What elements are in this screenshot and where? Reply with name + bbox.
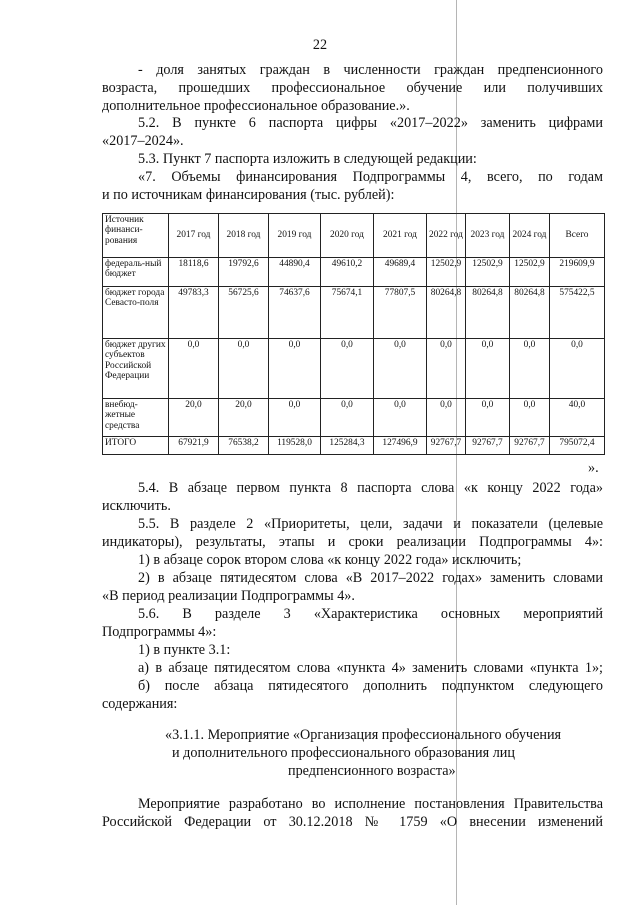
row-value: 44890,4 xyxy=(269,258,321,287)
item-5-5-line-2: индикаторы), результаты, этапы и сроки реализации Подпрограммы 4»: xyxy=(102,534,603,550)
row-value: 0,0 xyxy=(374,399,427,437)
row-value: 12502,9 xyxy=(510,258,550,287)
row-value: 49689,4 xyxy=(374,258,427,287)
item-5-4-line-1: 5.4. В абзаце первом пункта 8 паспорта слова «к концу 2022 года» xyxy=(138,480,603,496)
table-header-row xyxy=(103,214,605,258)
row-value: 49610,2 xyxy=(321,258,374,287)
header-source: Источник финанси-рования xyxy=(103,214,169,258)
header-2023: 2023 год xyxy=(466,214,510,258)
table-row xyxy=(103,287,605,339)
header-2017: 2017 год xyxy=(169,214,219,258)
row-value: 125284,3 xyxy=(321,437,374,455)
row-value: 0,0 xyxy=(321,399,374,437)
item-5-5-2-line-1: 2) в абзаце пятидесятом слова «В 2017–2022 годах» заменить словами xyxy=(138,570,603,586)
intro-line-3: дополнительное профессиональное образование.». xyxy=(102,98,410,114)
row-value: 92767,7 xyxy=(427,437,466,455)
item-5-2-line-2: «2017–2024». xyxy=(102,133,184,149)
row-value: 0,0 xyxy=(169,339,219,399)
header-2022: 2022 год xyxy=(427,214,466,258)
heading-line-3: предпенсионного возраста» xyxy=(288,763,456,779)
row-value: 67921,9 xyxy=(169,437,219,455)
row-value: 76538,2 xyxy=(219,437,269,455)
quote-line-1: «7. Объемы финансирования Подпрограммы 4, всего, по годам xyxy=(138,169,603,185)
row-value: 119528,0 xyxy=(269,437,321,455)
item-5-5-line-1: 5.5. В разделе 2 «Приоритеты, цели, задачи и показатели (целевые xyxy=(138,516,603,532)
table-closing-quote: ». xyxy=(588,460,599,476)
intro-line-2: возраста, прошедших профессиональное обучение или получивших xyxy=(102,80,603,96)
item-5-6-1: 1) в пункте 3.1: xyxy=(138,642,231,658)
page-number: 22 xyxy=(312,37,328,53)
final-line-2: Российской Федерации от 30.12.2018 № 1759 «О внесении изменений xyxy=(102,814,603,830)
row-source: федераль-ный бюджет xyxy=(103,258,169,287)
intro-line-1: - доля занятых граждан в численности граждан предпенсионного xyxy=(138,62,603,78)
item-5-5-2-line-2: «В период реализации Подпрограммы 4». xyxy=(102,588,355,604)
table-row xyxy=(103,437,605,455)
row-value: 0,0 xyxy=(427,399,466,437)
table-row xyxy=(103,399,605,437)
row-value: 795072,4 xyxy=(550,437,605,455)
financing-table xyxy=(102,213,605,455)
row-value: 77807,5 xyxy=(374,287,427,339)
row-value: 18118,6 xyxy=(169,258,219,287)
row-value: 0,0 xyxy=(269,339,321,399)
item-5-4-line-2: исключить. xyxy=(102,498,171,514)
row-value: 0,0 xyxy=(550,339,605,399)
row-value: 219609,9 xyxy=(550,258,605,287)
row-value: 80264,8 xyxy=(427,287,466,339)
header-2020: 2020 год xyxy=(321,214,374,258)
item-5-2-line-1: 5.2. В пункте 6 паспорта цифры «2017–2022» заменить цифрами xyxy=(138,115,603,131)
header-2018: 2018 год xyxy=(219,214,269,258)
row-value: 75674,1 xyxy=(321,287,374,339)
header-total: Всего xyxy=(550,214,605,258)
row-source: бюджет других субъектов Российской Федерации xyxy=(103,339,169,399)
item-5-6-line-2: Подпрограммы 4»: xyxy=(102,624,217,640)
item-5-6-1b-line-1: б) после абзаца пятидесятого дополнить подпунктом следующего xyxy=(138,678,603,694)
row-source: бюджет города Севасто-поля xyxy=(103,287,169,339)
heading-line-1: «3.1.1. Мероприятие «Организация профессионального обучения xyxy=(165,727,562,743)
item-5-6-1b-line-2: содержания: xyxy=(102,696,178,712)
row-value: 0,0 xyxy=(219,339,269,399)
row-source: внебюд-жетные средства xyxy=(103,399,169,437)
row-value: 92767,7 xyxy=(510,437,550,455)
row-value: 92767,7 xyxy=(466,437,510,455)
row-value: 80264,8 xyxy=(510,287,550,339)
row-value: 12502,9 xyxy=(466,258,510,287)
header-2024: 2024 год xyxy=(510,214,550,258)
item-5-6-1a: а) в абзаце пятидесятом слова «пункта 4» заменить словами «пункта 1»; xyxy=(138,660,603,676)
row-value: 0,0 xyxy=(427,339,466,399)
heading-line-2: и дополнительного профессионального образования лиц xyxy=(172,745,515,761)
item-5-3: 5.3. Пункт 7 паспорта изложить в следующей редакции: xyxy=(138,151,477,167)
row-value: 0,0 xyxy=(269,399,321,437)
row-value: 74637,6 xyxy=(269,287,321,339)
table-row xyxy=(103,258,605,287)
row-value: 20,0 xyxy=(219,399,269,437)
final-line-1: Мероприятие разработано во исполнение постановления Правительства xyxy=(138,796,603,812)
row-value: 575422,5 xyxy=(550,287,605,339)
row-value: 80264,8 xyxy=(466,287,510,339)
row-value: 0,0 xyxy=(466,399,510,437)
row-value: 12502,9 xyxy=(427,258,466,287)
row-value: 127496,9 xyxy=(374,437,427,455)
table-row xyxy=(103,339,605,399)
row-value: 19792,6 xyxy=(219,258,269,287)
row-value: 0,0 xyxy=(374,339,427,399)
quote-line-2: и по источникам финансирования (тыс. рублей): xyxy=(102,187,395,203)
header-2021: 2021 год xyxy=(374,214,427,258)
row-value: 40,0 xyxy=(550,399,605,437)
row-value: 20,0 xyxy=(169,399,219,437)
item-5-6-line-1: 5.6. В разделе 3 «Характеристика основных мероприятий xyxy=(138,606,603,622)
row-value: 0,0 xyxy=(510,399,550,437)
header-2019: 2019 год xyxy=(269,214,321,258)
row-value: 49783,3 xyxy=(169,287,219,339)
row-source: ИТОГО xyxy=(103,437,169,455)
row-value: 0,0 xyxy=(510,339,550,399)
row-value: 0,0 xyxy=(466,339,510,399)
item-5-5-1: 1) в абзаце сорок втором слова «к концу 2022 года» исключить; xyxy=(138,552,522,568)
row-value: 0,0 xyxy=(321,339,374,399)
row-value: 56725,6 xyxy=(219,287,269,339)
